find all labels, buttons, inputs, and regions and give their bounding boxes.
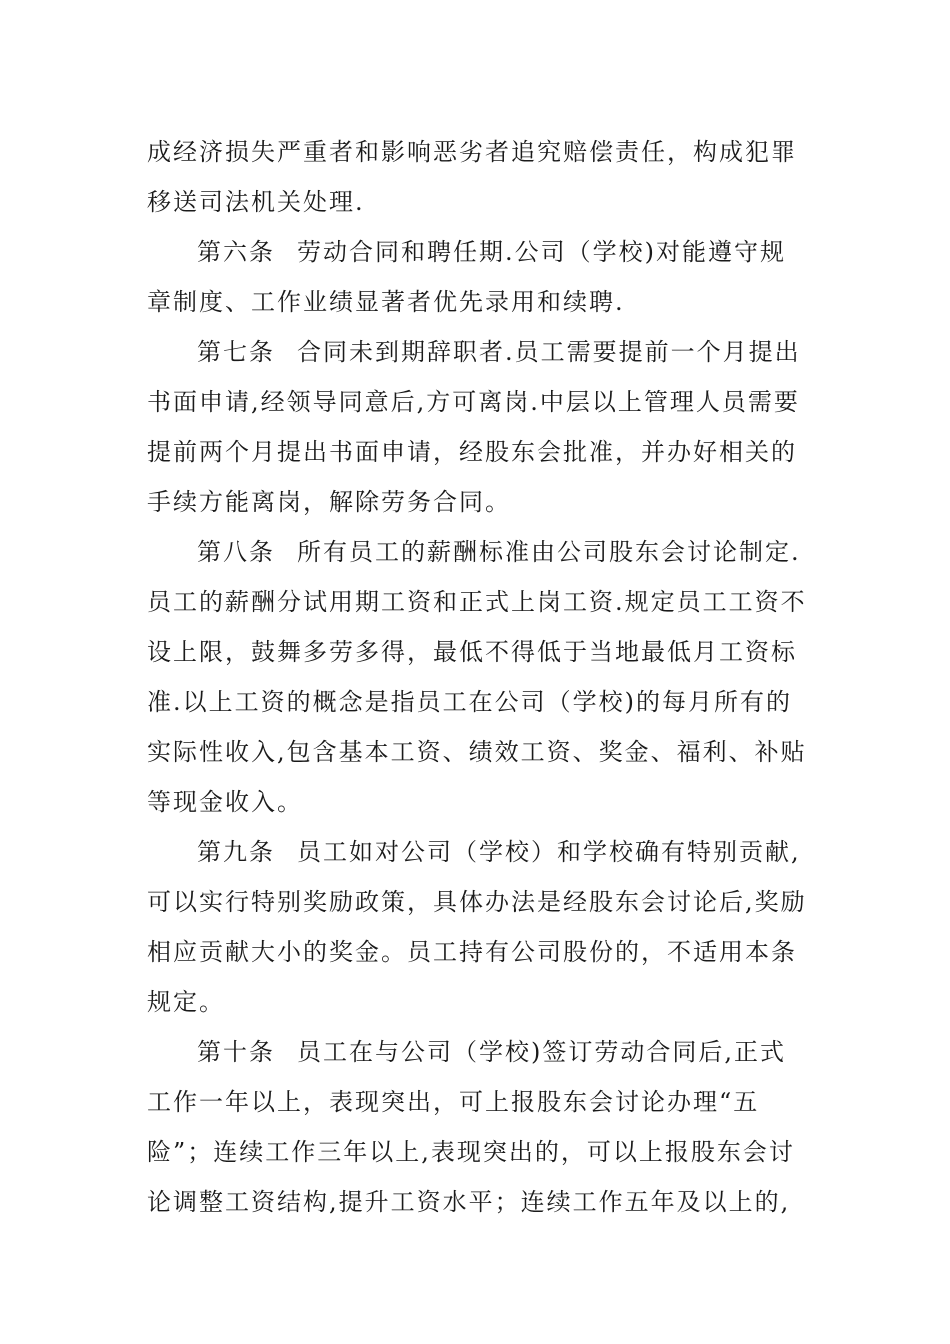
text-segment: 劳动合同和聘任期.公司（学校)对能遵守规	[297, 238, 786, 266]
article-10	[147, 1027, 807, 1227]
text-line: 实际性收入,包含基本工资、绩效工资、奖金、福利、补贴	[147, 738, 807, 766]
text-line: 员工的薪酬分试用期工资和正式上岗工资.规定员工工资不	[147, 588, 807, 616]
article-6	[147, 227, 807, 327]
text-line: 提前两个月提出书面申请，经股东会批准，并办好相关的	[147, 438, 797, 466]
text-line: 论调整工资结构,提升工资水平；连续工作五年及以上的,	[147, 1188, 791, 1216]
text-line: 书面申请,经领导同意后,方可离岗.中层以上管理人员需要	[147, 388, 800, 416]
text-segment: 员工在与公司（学校)签订劳动合同后,正式	[297, 1038, 786, 1066]
text-line: 设上限，鼓舞多劳多得，最低不得低于当地最低月工资标	[147, 638, 797, 666]
text-line	[147, 827, 807, 877]
text-line: 险”；连续工作三年以上,表现突出的，可以上报股东会讨	[147, 1138, 795, 1166]
text-line: 工作一年以上，表现突出，可上报股东会讨论办理“五	[147, 1088, 760, 1116]
text-line: 可以实行特别奖励政策，具体办法是经股东会讨论后,奖励	[147, 888, 807, 916]
text-line	[147, 527, 807, 577]
text-line	[147, 327, 807, 377]
article-label: 第九条	[197, 838, 275, 866]
article-label: 第七条	[197, 338, 275, 366]
article-7	[147, 327, 807, 527]
text-line: 成经济损失严重者和影响恶劣者追究赔偿责任，构成犯罪	[147, 138, 797, 166]
article-label: 第八条	[197, 538, 275, 566]
document-body	[147, 127, 807, 1227]
article-8	[147, 527, 807, 827]
text-line	[147, 1027, 807, 1077]
text-line: 准.以上工资的概念是指员工在公司（学校)的每月所有的	[147, 688, 792, 716]
text-line: 规定。	[147, 988, 225, 1016]
text-line: 等现金收入。	[147, 788, 303, 816]
text-line: 相应贡献大小的奖金。员工持有公司股份的，不适用本条	[147, 938, 797, 966]
article-9	[147, 827, 807, 1027]
text-line: 移送司法机关处理.	[147, 188, 365, 216]
text-segment: 所有员工的薪酬标准由公司股东会讨论制定.	[297, 538, 801, 566]
paragraph-continuation	[147, 127, 807, 227]
text-line	[147, 227, 807, 277]
text-line: 手续方能离岗，解除劳务合同。	[147, 488, 511, 516]
article-label: 第六条	[197, 238, 275, 266]
text-segment: 员工如对公司（学校）和学校确有特别贡献,	[297, 838, 801, 866]
article-label: 第十条	[197, 1038, 275, 1066]
text-segment: 合同未到期辞职者.员工需要提前一个月提出	[297, 338, 801, 366]
text-line: 章制度、工作业绩显著者优先录用和续聘.	[147, 288, 625, 316]
